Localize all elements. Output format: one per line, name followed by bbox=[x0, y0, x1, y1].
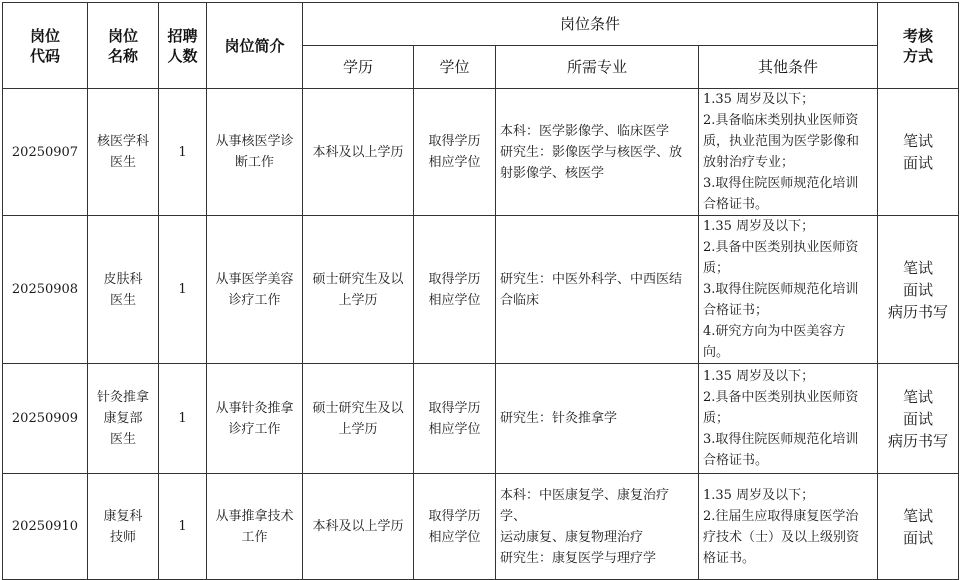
cell-other-line: 1.35 周岁及以下； bbox=[703, 369, 815, 384]
cell-intro bbox=[207, 474, 303, 580]
cell-name-line: 康复科 bbox=[103, 508, 143, 524]
header-code-line-2: 代码 bbox=[29, 46, 60, 65]
cell-major bbox=[496, 364, 699, 474]
cell-degree bbox=[414, 216, 496, 364]
cell-exam bbox=[878, 474, 959, 580]
cell-other-line: 疗技术（士）及以上级别资 bbox=[703, 529, 860, 545]
header-count bbox=[159, 3, 207, 89]
header-code bbox=[3, 3, 88, 89]
header-degree: 学位 bbox=[414, 46, 496, 89]
cell-exam-line: 面试 bbox=[903, 280, 934, 299]
cell-name-line: 核医学科 bbox=[96, 134, 149, 149]
cell-other-line: 2.具备中医类别执业医师资 bbox=[703, 390, 859, 405]
cell-other-line: 合格证书。 bbox=[703, 197, 769, 212]
cell-count: 1 bbox=[159, 89, 207, 216]
cell-degree-line: 相应学位 bbox=[428, 421, 481, 437]
cell-name-line: 皮肤科 bbox=[103, 271, 143, 287]
cell-other-line: 2.具备临床类别执业医师资 bbox=[703, 113, 859, 128]
cell-education: 本科及以上学历 bbox=[303, 474, 414, 580]
cell-education-line: 上学历 bbox=[338, 292, 378, 308]
cell-major-line: 研究生：康复医学与理疗学 bbox=[500, 550, 657, 566]
cell-other-line: 1.35 周岁及以下； bbox=[703, 92, 815, 107]
header-name-line-1: 岗位 bbox=[107, 26, 138, 45]
cell-intro-line: 从事推拿技术 bbox=[215, 508, 294, 524]
cell-major-line: 运动康复、康复物理治疗 bbox=[500, 529, 644, 545]
cell-name-line: 针灸推拿 bbox=[96, 390, 149, 405]
header-count-line-1: 招聘 bbox=[167, 26, 198, 45]
cell-intro-line: 从事核医学诊 bbox=[215, 134, 294, 149]
cell-education bbox=[303, 364, 414, 474]
cell-other-line: 向。 bbox=[703, 345, 730, 360]
cell-name-line: 医生 bbox=[109, 155, 136, 170]
cell-major bbox=[496, 474, 699, 580]
cell-degree-line: 取得学历 bbox=[428, 508, 481, 524]
cell-major-line: 研究生：影像医学与核医学、放 bbox=[500, 144, 683, 160]
cell-exam-line: 病历书写 bbox=[888, 431, 949, 450]
table-row bbox=[3, 364, 959, 474]
cell-major-line: 合临床 bbox=[500, 292, 540, 308]
cell-exam-line: 笔试 bbox=[903, 506, 934, 525]
cell-intro-line: 断工作 bbox=[234, 155, 274, 170]
cell-name-line: 技师 bbox=[109, 529, 136, 545]
cell-other-line: 合格证书。 bbox=[703, 453, 769, 468]
cell-degree-line: 相应学位 bbox=[428, 292, 481, 308]
cell-education-line: 上学历 bbox=[338, 421, 378, 437]
table-row bbox=[3, 89, 959, 216]
cell-exam-line: 病历书写 bbox=[888, 302, 949, 321]
cell-exam-line: 面试 bbox=[903, 528, 934, 547]
cell-count: 1 bbox=[159, 216, 207, 364]
cell-degree bbox=[414, 474, 496, 580]
cell-other bbox=[699, 364, 878, 474]
header-exam-line-1: 考核 bbox=[903, 26, 934, 45]
header-count-line-2: 人数 bbox=[167, 46, 198, 65]
header-code-line-1: 岗位 bbox=[29, 26, 60, 45]
cell-exam-line: 笔试 bbox=[903, 258, 934, 277]
cell-other-line: 合格证书； bbox=[703, 303, 769, 318]
cell-code: 20250909 bbox=[3, 364, 88, 474]
cell-education-line: 硕士研究生及以 bbox=[312, 400, 404, 416]
recruitment-table bbox=[2, 2, 959, 580]
cell-major-line: 射影像学、核医学 bbox=[500, 165, 605, 181]
header-row-1 bbox=[3, 3, 959, 46]
cell-other-line: 2.往届生应取得康复医学治 bbox=[703, 508, 859, 524]
cell-other-line: 4.研究方向为中医美容方 bbox=[703, 324, 846, 339]
cell-degree-line: 相应学位 bbox=[428, 155, 481, 170]
cell-exam-line: 面试 bbox=[903, 154, 934, 172]
cell-name bbox=[88, 474, 159, 580]
header-other: 其他条件 bbox=[699, 46, 878, 89]
header-education: 学历 bbox=[303, 46, 414, 89]
cell-count: 1 bbox=[159, 474, 207, 580]
cell-name-line: 医生 bbox=[109, 292, 136, 308]
header-conditions: 岗位条件 bbox=[303, 3, 878, 46]
cell-exam-line: 笔试 bbox=[903, 132, 934, 150]
header-exam-line-2: 方式 bbox=[903, 46, 934, 65]
header-name-line-2: 名称 bbox=[107, 46, 138, 65]
cell-degree-line: 取得学历 bbox=[428, 134, 481, 149]
cell-education: 本科及以上学历 bbox=[303, 89, 414, 216]
table-row bbox=[3, 216, 959, 364]
cell-intro bbox=[207, 364, 303, 474]
cell-degree-line: 取得学历 bbox=[428, 400, 481, 416]
cell-intro-line: 工作 bbox=[241, 529, 268, 545]
table-body bbox=[3, 3, 959, 580]
cell-degree bbox=[414, 364, 496, 474]
cell-count: 1 bbox=[159, 364, 207, 474]
cell-intro-line: 从事针灸推拿 bbox=[215, 400, 294, 416]
cell-other-line: 3.取得住院医师规范化培训 bbox=[703, 176, 859, 191]
cell-other-line: 质，执业范围为医学影像和 bbox=[703, 134, 860, 149]
cell-education-line: 硕士研究生及以 bbox=[312, 271, 404, 287]
cell-other-line: 质； bbox=[703, 261, 730, 276]
cell-code: 20250908 bbox=[3, 216, 88, 364]
cell-other-line: 质； bbox=[703, 411, 730, 426]
header-exam bbox=[878, 3, 959, 89]
cell-exam-line: 面试 bbox=[903, 409, 934, 428]
cell-intro-line: 诊疗工作 bbox=[228, 421, 281, 437]
cell-major-line: 本科：医学影像学、临床医学 bbox=[500, 123, 670, 139]
cell-major-line: 研究生：针灸推拿学 bbox=[500, 411, 618, 426]
cell-other-line: 3.取得住院医师规范化培训 bbox=[703, 432, 859, 447]
header-intro: 岗位简介 bbox=[207, 3, 303, 89]
header-name bbox=[88, 3, 159, 89]
cell-intro bbox=[207, 89, 303, 216]
cell-major bbox=[496, 216, 699, 364]
cell-name bbox=[88, 364, 159, 474]
cell-major-line: 本科：中医康复学、康复治疗学、 bbox=[500, 487, 670, 524]
cell-major-line: 研究生：中医外科学、中西医结 bbox=[500, 271, 683, 287]
cell-exam-line: 笔试 bbox=[903, 387, 934, 406]
cell-code: 20250910 bbox=[3, 474, 88, 580]
cell-name-line: 康复部 bbox=[103, 411, 143, 426]
cell-exam bbox=[878, 216, 959, 364]
cell-intro-line: 诊疗工作 bbox=[228, 292, 281, 308]
cell-other bbox=[699, 216, 878, 364]
cell-other-line: 1.35 周岁及以下； bbox=[703, 487, 815, 503]
cell-exam bbox=[878, 364, 959, 474]
table-row bbox=[3, 474, 959, 580]
cell-degree-line: 取得学历 bbox=[428, 271, 481, 287]
cell-name bbox=[88, 216, 159, 364]
cell-intro bbox=[207, 216, 303, 364]
cell-other-line: 2.具备中医类别执业医师资 bbox=[703, 240, 859, 255]
cell-degree-line: 相应学位 bbox=[428, 529, 481, 545]
cell-other-line: 格证书。 bbox=[703, 550, 756, 566]
cell-exam bbox=[878, 89, 959, 216]
cell-education bbox=[303, 216, 414, 364]
header-major: 所需专业 bbox=[496, 46, 699, 89]
cell-other bbox=[699, 89, 878, 216]
cell-name-line: 医生 bbox=[109, 432, 136, 447]
cell-name bbox=[88, 89, 159, 216]
cell-other-line: 放射治疗专业； bbox=[703, 155, 795, 170]
cell-degree bbox=[414, 89, 496, 216]
cell-code: 20250907 bbox=[3, 89, 88, 216]
cell-major bbox=[496, 89, 699, 216]
cell-other-line: 1.35 周岁及以下； bbox=[703, 219, 815, 234]
cell-intro-line: 从事医学美容 bbox=[215, 271, 294, 287]
cell-other-line: 3.取得住院医师规范化培训 bbox=[703, 282, 859, 297]
cell-other bbox=[699, 474, 878, 580]
